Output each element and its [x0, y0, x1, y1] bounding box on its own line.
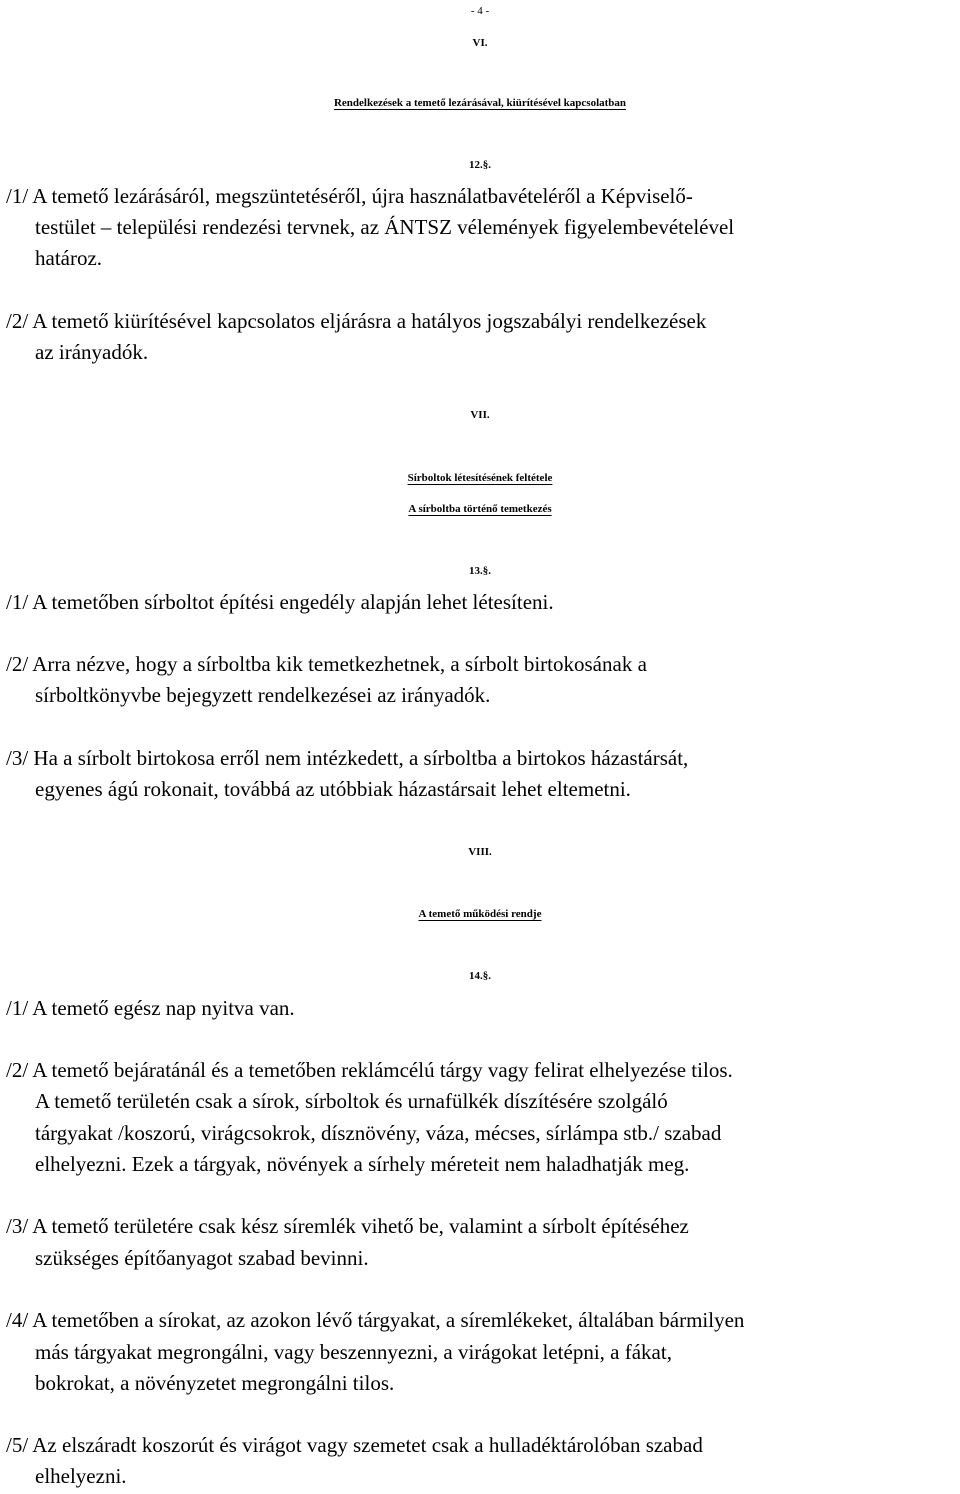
section-vi-heading: Rendelkezések a temető lezárásával, kiürítésével kapcsolatban [333, 97, 627, 109]
section-vii-roman: VII. [470, 409, 490, 421]
paragraph-line: tárgyakat /koszorú, virágcsokrok, dísznövény, váza, mécses, sírlámpa stb./ szabad [35, 1121, 722, 1145]
paragraph-line: /3/ A temető területére csak kész síremlék vihető be, valamint a sírbolt építéséhez [6, 1214, 689, 1238]
paragraph-line: /2/ Arra nézve, hogy a sírboltba kik temetkezhetnek, a sírbolt birtokosának a [6, 652, 647, 676]
paragraph-line: /1/ A temető egész nap nyitva van. [6, 996, 295, 1020]
paragraph-line: az irányadók. [35, 340, 149, 364]
paragraph-line: elhelyezni. Ezek a tárgyak, növények a sírhely méreteit nem haladhatják meg. [35, 1152, 690, 1176]
paragraph-line: /4/ A temetőben a sírokat, az azokon lévő tárgyakat, a síremlékeket, általában bármilyen [6, 1308, 745, 1332]
paragraph-line: /1/ A temetőben sírboltot építési engedély alapján lehet létesíteni. [6, 590, 554, 614]
paragraph-line: egyenes ágú rokonait, továbbá az utóbbiak házastársait lehet eltemetni. [35, 777, 631, 801]
section-14-number: 14.§. [469, 970, 491, 982]
section-vi-roman: VI. [472, 37, 488, 49]
paragraph-line: határoz. [35, 246, 103, 270]
paragraph-line: elhelyezni. [35, 1464, 127, 1488]
section-viii-heading: A temető működési rendje [418, 908, 542, 920]
paragraph-line: /2/ A temető bejáratánál és a temetőben reklámcélú tárgy vagy felirat elhelyezése tilos. [6, 1058, 733, 1082]
section-viii-roman: VIII. [468, 846, 492, 858]
page-number: - 4 - [470, 5, 490, 17]
paragraph-line: /3/ Ha a sírbolt birtokosa erről nem intézkedett, a sírboltba a birtokos házastársát, [6, 746, 689, 770]
paragraph-line: bokrokat, a növényzetet megrongálni tilos. [35, 1371, 395, 1395]
paragraph-line: /5/ Az elszáradt koszorút és virágot vagy szemetet csak a hulladéktárolóban szabad [6, 1433, 703, 1457]
section-vii-heading-line-2: A sírboltba történő temetkezés [408, 503, 552, 515]
paragraph-line: testület – települési rendezési tervnek, az ÁNTSZ vélemények figyelembevételével [35, 215, 735, 239]
paragraph-line: sírboltkönyvbe bejegyzett rendelkezései az irányadók. [35, 683, 491, 707]
paragraph-line: /1/ A temető lezárásáról, megszüntetéséről, újra használatbavételéről a Képviselő- [6, 184, 693, 208]
section-vii-heading-line-1: Sírboltok létesítésének feltétele [407, 472, 553, 484]
section-13-number: 13.§. [469, 565, 491, 577]
section-12-number: 12.§. [469, 159, 491, 171]
paragraph-line: A temető területén csak a sírok, sírboltok és urnafülkék díszítésére szolgáló [35, 1089, 668, 1113]
paragraph-line: más tárgyakat megrongálni, vagy beszennyezni, a virágokat letépni, a fákat, [35, 1340, 672, 1364]
paragraph-line: /2/ A temető kiürítésével kapcsolatos eljárásra a hatályos jogszabályi rendelkezések [6, 309, 707, 333]
paragraph-line: szükséges építőanyagot szabad bevinni. [35, 1246, 369, 1270]
